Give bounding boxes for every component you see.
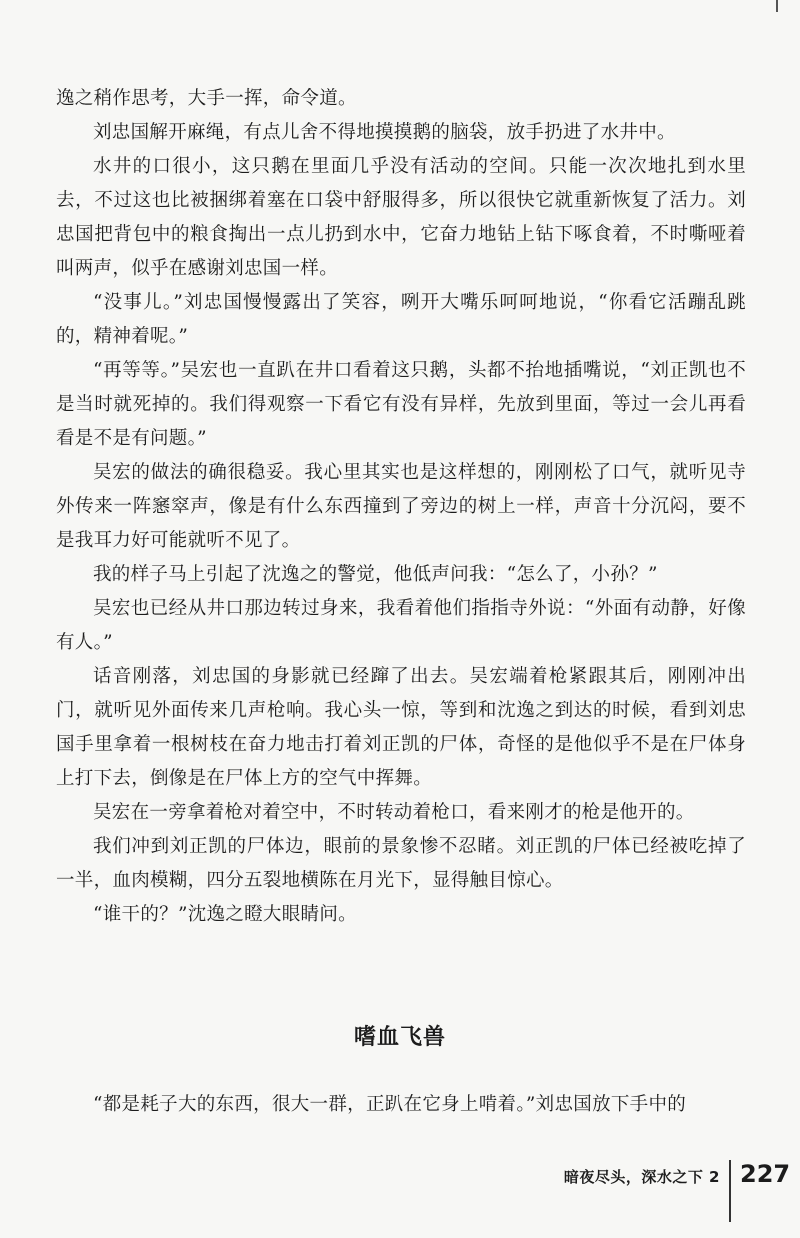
paragraph: 话音刚落，刘忠国的身影就已经蹿了出去。吴宏端着枪紧跟其后，刚刚冲出门，就听见外面传来几声枪响。我心头一惊，等到和沈逸之到达的时候，看到刘忠国手里拿着一根树枝在奋力地击打着刘正凯的尸体，奇怪的是他似乎不是在尸体身上打下去，倒像是在尸体上方的空气中挥舞。 — [56, 666, 746, 789]
footer-book-title: 暗夜尽头，深水之下 2 — [563, 1168, 720, 1186]
paragraph: 吴宏的做法的确很稳妥。我心里其实也是这样想的，刚刚松了口气，就听见寺外传来一阵窸窣声，像是有什么东西撞到了旁边的树上一样，声音十分沉闷，要不是我耳力好可能就听不见了。 — [56, 462, 746, 551]
footer-divider — [729, 1160, 731, 1222]
paragraph: 吴宏也已经从井口那边转过身来，我看着他们指指寺外说：“外面有动静，好像有人。” — [56, 598, 746, 653]
paragraph: 刘忠国解开麻绳，有点儿舍不得地摸摸鹅的脑袋，放手扔进了水井中。 — [93, 122, 676, 143]
paragraph: “再等等。”吴宏也一直趴在井口看着这只鹅，头都不抬地插嘴说，“刘正凯也不是当时就死掉的。我们得观察一下看它有没有异样，先放到里面，等过一会儿再看看是不是有问题。” — [56, 360, 746, 449]
paragraph: “都是耗子大的东西，很大一群，正趴在它身上啃着。”刘忠国放下手中的 — [93, 1094, 687, 1115]
page-number: 227 — [740, 1160, 791, 1188]
paragraph: 吴宏在一旁拿着枪对着空中，不时转动着枪口，看来刚才的枪是他开的。 — [93, 802, 695, 823]
body-text — [56, 82, 746, 932]
scan-mark — [772, 0, 782, 14]
paragraph: 逸之稍作思考，大手一挥，命令道。 — [56, 88, 357, 109]
paragraph: 我的样子马上引起了沈逸之的警觉，他低声问我：“怎么了，小孙？” — [93, 564, 658, 585]
section-title: 嗜血飞兽 — [353, 1025, 446, 1050]
body-text-continued — [56, 1088, 746, 1122]
paragraph: “没事儿。”刘忠国慢慢露出了笑容，咧开大嘴乐呵呵地说，“你看它活蹦乱跳的，精神着呢。” — [56, 292, 746, 347]
paragraph: 我们冲到刘正凯的尸体边，眼前的景象惨不忍睹。刘正凯的尸体已经被吃掉了一半，血肉模糊，四分五裂地横陈在月光下，显得触目惊心。 — [56, 836, 746, 891]
paragraph: 水井的口很小，这只鹅在里面几乎没有活动的空间。只能一次次地扎到水里去，不过这也比被捆绑着塞在口袋中舒服得多，所以很快它就重新恢复了活力。刘忠国把背包中的粮食掏出一点儿扔到水中，它奋力地钻上钻下啄食着，不时嘶哑着叫两声，似乎在感谢刘忠国一样。 — [56, 156, 746, 279]
paragraph: “谁干的？”沈逸之瞪大眼睛问。 — [93, 904, 357, 925]
